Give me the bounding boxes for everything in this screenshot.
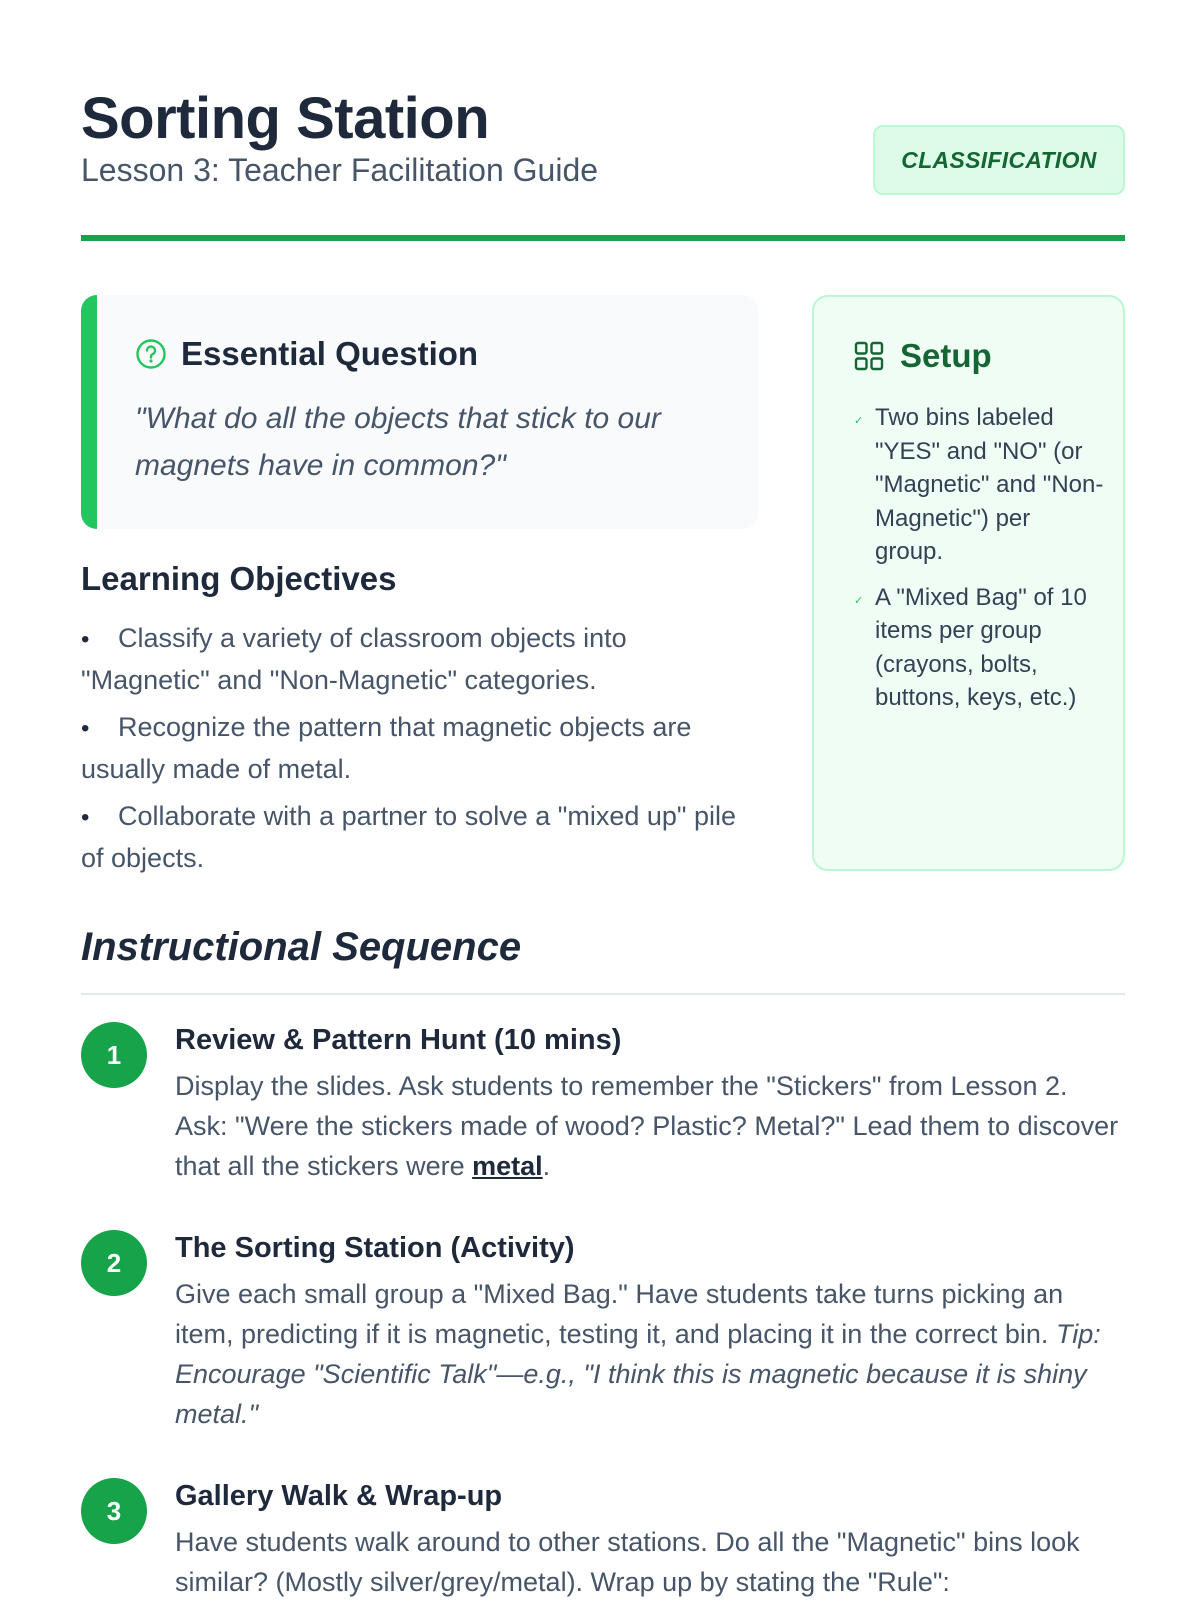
learning-objectives-list xyxy=(81,618,758,885)
classification-badge: CLASSIFICATION xyxy=(873,125,1125,195)
step-title: The Sorting Station (Activity) xyxy=(175,1232,575,1264)
step-number-badge: 3 xyxy=(81,1478,147,1544)
guide-page xyxy=(81,0,1125,1600)
header-divider xyxy=(81,235,1125,241)
objective-text: Classify a variety of classroom objects into "Magnetic" and "Non-Magnetic" categories. xyxy=(81,623,627,695)
essential-question-text: "What do all the objects that stick to our magnets have in common?" xyxy=(135,402,661,482)
grid-icon xyxy=(854,341,884,371)
setup-item xyxy=(854,401,1104,569)
step-body-text: Give each small group a "Mixed Bag." Have students take turns picking an item, predicting if it is magnetic, testing it, and placing it in the correct bin. xyxy=(175,1279,1064,1349)
step-tip: Tip: Encourage "Scientific Talk"—e.g., "I think this is magnetic because it is shiny metal." xyxy=(175,1319,1101,1429)
check-icon: ✓ xyxy=(854,415,864,427)
question-circle-icon xyxy=(135,338,167,370)
page-title: Sorting Station xyxy=(81,86,490,151)
bullet-icon: • xyxy=(81,626,90,653)
essential-question-card xyxy=(81,295,758,529)
objective-item xyxy=(81,707,758,789)
instructional-sequence-heading: Instructional Sequence xyxy=(81,925,522,969)
step-number-badge: 2 xyxy=(81,1230,147,1296)
bullet-icon: • xyxy=(81,804,90,831)
setup-heading: Setup xyxy=(900,337,992,374)
check-icon: ✓ xyxy=(854,594,864,607)
setup-panel xyxy=(812,295,1125,871)
setup-item xyxy=(854,581,1104,715)
objective-item xyxy=(81,796,758,878)
learning-objectives-heading: Learning Objectives xyxy=(81,560,397,597)
page-subtitle: Lesson 3: Teacher Facilitation Guide xyxy=(81,152,599,188)
step-body: Have students walk around to other stations. Do all the "Magnetic" bins look similar? (Mostly silver/grey/metal). Wrap up by stating the "Rule": xyxy=(175,1527,1080,1597)
essential-question-header xyxy=(135,335,478,373)
step-body xyxy=(175,1066,1125,1186)
step-body-text: Display the slides. Ask students to remember the "Stickers" from Lesson 2. Ask: "Were the stickers made of wood? Plastic? Metal?" Lead them to discover that all the stickers were xyxy=(175,1071,1119,1181)
objective-text: Collaborate with a partner to solve a "mixed up" pile of objects. xyxy=(81,801,736,873)
essential-question-heading: Essential Question xyxy=(181,335,479,372)
step-body xyxy=(175,1274,1125,1434)
objective-text: Recognize the pattern that magnetic objects are usually made of metal. xyxy=(81,712,692,784)
step-number-badge: 1 xyxy=(81,1022,147,1088)
step-body-emphasis: metal xyxy=(472,1151,543,1181)
page-header xyxy=(81,80,1125,240)
step-body-end: . xyxy=(542,1151,551,1181)
step-title: Review & Pattern Hunt (10 mins) xyxy=(175,1024,622,1056)
setup-header xyxy=(854,337,992,375)
objective-item xyxy=(81,618,758,700)
setup-item-text: A "Mixed Bag" of 10 items per group (crayons, bolts, buttons, keys, etc.) xyxy=(875,583,1087,711)
sequence-divider xyxy=(81,993,1125,995)
setup-list xyxy=(854,401,1104,727)
setup-item-text: Two bins labeled "YES" and "NO" (or "Magnetic" and "Non-Magnetic") per group. xyxy=(875,404,1104,565)
step-title: Gallery Walk & Wrap-up xyxy=(175,1480,503,1512)
bullet-icon: • xyxy=(81,715,90,742)
